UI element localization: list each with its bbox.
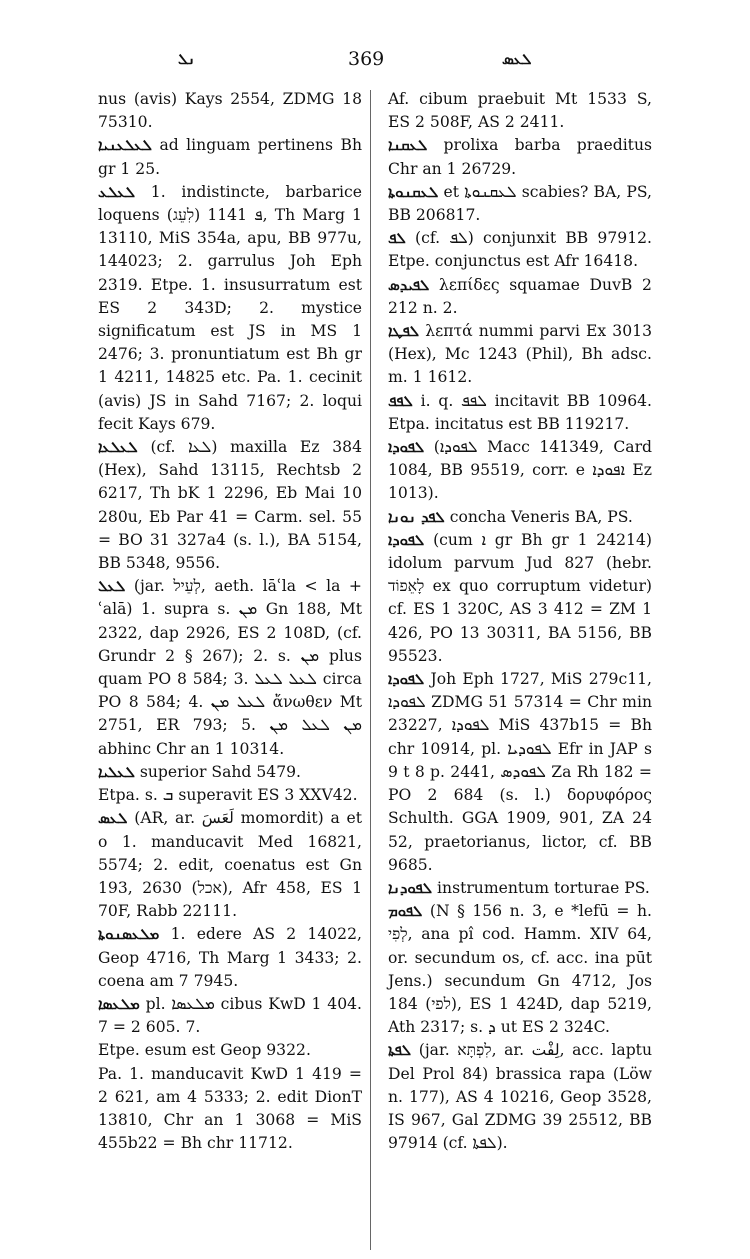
entry-text: nus (avis) Kays 2554, ZDMG 18 75310. xyxy=(98,90,362,132)
dictionary-entry xyxy=(98,88,362,134)
syriac-headword: ܠܦܦ xyxy=(388,391,413,410)
syriac-headword: ܠܥܩܢܐ xyxy=(388,136,428,155)
entry-text: λεπτά nummi parvi Ex 3013 (Hex), Mc 1243 (Phil), Bh adsc. m. 1 1612. xyxy=(388,322,652,387)
syriac-headword: ܠܥܣ xyxy=(98,809,128,828)
dictionary-entry xyxy=(98,134,362,180)
entry-text: (cum ܐ gr Bh gr 1 24214) idolum parvum Jud 827 (hebr. לָאֵפוֹד ex quo corruptum videtur) cf. ES 1 320C, AS 3 412 = ZM 1 426, PO 13 30311, BA 5156, BB 95523. xyxy=(388,530,652,665)
dictionary-entry xyxy=(98,761,362,784)
entry-text: Pa. 1. manducavit KwD 1 419 = 2 621, am 4 5333; 2. edit DionT 13810, Chr an 1 3068 = MiS 455b22 = Bh chr 11712. xyxy=(98,1064,362,1153)
entry-text: (cf. ܠܦ) conjunxit BB 97912. Etpe. conjunctus est Afr 16418. xyxy=(388,229,652,271)
entry-text: λεπίδες squamae DuvB 2 212 n. 2. xyxy=(388,275,652,317)
dictionary-entry xyxy=(98,923,362,993)
syriac-headword: ܠܦܬܐ xyxy=(388,1041,412,1060)
dictionary-entry xyxy=(388,506,652,529)
header-left-catchword: ܢܠ xyxy=(178,50,196,68)
entry-text: (jar. לְעֵיל, aeth. lāʿla < la + ʿalā) 1. supra s. ܡܢ Gn 188, Mt 2322, dap 2926, ES 2 108D, (cf. Grundr 2 § 267); 2. s. ܡܢ plus quam PO 8 584; 3. ܠܥܠ ܠܥܠ circa PO 8 584; 4. ܠܥܠ ܡܢ ἄνωθεν Mt 2751, ER 793; 5. ܡܢ ܠܥܠ ܡܢ abhinc Chr an 1 10314. xyxy=(98,577,362,758)
dictionary-entry xyxy=(98,575,362,761)
syriac-headword: ܠܦܘܕܐ xyxy=(388,438,425,457)
entry-text: 1. edere AS 2 14022, Geop 4716, Th Marg 1 3433; 2. coena am 7 7945. xyxy=(98,925,362,990)
left-column xyxy=(98,88,362,1155)
entry-text: (AR, ar. لَعَسَ momordit) a et o 1. manducavit Med 16821, 5574; 2. edit, coenatus est Gn 193, 2630 (אכל), Afr 458, ES 1 70F, Rabb 22111. xyxy=(98,809,362,921)
syriac-headword: ܠܥܠܥ xyxy=(98,182,136,201)
dictionary-entry xyxy=(388,320,652,390)
syriac-headword: ܠܦܛܐ xyxy=(388,322,420,341)
syriac-headword: ܡܠܥܣܢܘܬܐ xyxy=(98,925,160,944)
dictionary-entry xyxy=(98,784,362,807)
dictionary-entry xyxy=(388,668,652,877)
dictionary-entry xyxy=(388,227,652,273)
syriac-headword: ܠܦܘܕܐ xyxy=(388,670,425,689)
entry-text: i. q. ܠܦܦ incitavit BB 10964. Etpa. incitatus est BB 119217. xyxy=(388,391,653,433)
entry-text: Af. cibum praebuit Mt 1533 S, ES 2 508F, AS 2 2411. xyxy=(388,90,652,132)
syriac-headword: ܠܦܝܕܣ xyxy=(388,275,430,294)
dictionary-entry xyxy=(388,900,652,1039)
dictionary-entry xyxy=(98,181,362,436)
entry-text: superior Sahd 5479. xyxy=(139,762,301,781)
entry-text: (ܠܦܘܕܐ Macc 141349, Card 1084, BB 95519, corr. e ܐܦܘܕܐ Ez 1013). xyxy=(388,438,652,503)
column-divider xyxy=(370,90,371,1250)
syriac-headword: ܠܦܘܡ xyxy=(388,902,423,921)
entry-text: ad linguam pertinens Bh gr 1 25. xyxy=(98,136,362,178)
syriac-headword: ܡܠܥܣܐ xyxy=(98,994,140,1013)
syriac-headword: ܠܥܠܝܐ xyxy=(98,762,135,781)
entry-text: Joh Eph 1727, MiS 279c11, ܠܦܘܕܐ ZDMG 51 57314 = Chr min 23227, ܠܦܘܕܐ MiS 437b15 = Bh chr 10914, pl. ܠܦܘܕܝܐ Efr in JAP s 9 t 8 p. 2441, ܠܦܘܕܣ Za Rh 182 = PO 2 684 (s. l.) δορυφόρος Schulth. GGA 1909, 901, ZA 24 52, praetorianus, lictor, cf. BB 9685. xyxy=(388,670,653,874)
right-column xyxy=(388,88,652,1155)
dictionary-entry xyxy=(98,436,362,575)
dictionary-entry xyxy=(388,181,652,227)
entry-text: (cf. ܠܥܐ) maxilla Ez 384 (Hex), Sahd 13115, Rechtsb 2 6217, Th bK 1 2296, Eb Mai 10 280u, Eb Par 41 = Carm. sel. 55 = BO 31 327a4 (s. l.), BA 5154, BB 5348, 9556. xyxy=(98,438,362,573)
page-number: 369 xyxy=(348,48,385,70)
dictionary-entry xyxy=(98,1063,362,1156)
entry-text: 1. indistincte, barbarice loquens ܦ 1141 (לִעֵג), Th Marg 1 13110, MiS 354a, apu, BB 977u, 144023; 2. garrulus Joh Eph 2319. Etpe. 1. insusurratum est ES 2 343D; 2. mystice significatum est JS in MS 1 2476; 3. pronuntiatum est Bh gr 1 4211, 14825 etc. Pa. 1. cecinit (avis) JS in Sahd 7167; 2. loqui fecit Kays 679. xyxy=(98,182,362,433)
syriac-headword: ܠܥܠܥܐ xyxy=(98,438,138,457)
dictionary-entry xyxy=(388,436,652,506)
dictionary-entry xyxy=(388,134,652,180)
dictionary-entry xyxy=(388,88,652,134)
dictionary-entry xyxy=(98,993,362,1039)
dictionary-entry xyxy=(388,274,652,320)
syriac-headword: ܠܦ xyxy=(388,229,406,248)
entry-text: Etpa. s. ܒ superavit ES 3 XXV42. xyxy=(98,786,358,805)
syriac-headword: ܠܥܠܥܢܝܐ xyxy=(98,136,152,155)
dictionary-entry xyxy=(388,877,652,900)
syriac-headword: ܠܦܕ ܢܘܢܐ xyxy=(388,507,445,526)
entry-text: (N § 156 n. 3, e *lefū = h. לְפִי, ana pî cod. Hamm. XIV 64, or. secundum os, cf. acc. ina pūt Jens.) secundum Gn 4712, Jos 184 (לפי), ES 1 424D, dap 5219, Ath 2317; s. ܕ ut ES 2 324C. xyxy=(388,902,652,1037)
dictionary-entry xyxy=(388,1039,652,1155)
entry-text: pl. ܡܠܥܣܐ cibus KwD 1 404. 7 = 2 605. 7. xyxy=(98,994,362,1037)
dictionary-entry xyxy=(98,1039,362,1062)
dictionary-entry xyxy=(388,390,652,436)
header-right-catchword: ܠܥܣ xyxy=(502,50,532,68)
dictionary-entry xyxy=(388,529,652,668)
dictionary-entry xyxy=(98,807,362,923)
syriac-headword: ܠܥܩܢܘܬܐ xyxy=(388,182,439,201)
entry-text: et ܠܥܩܢܘܬܐ scabies? BA, PS, BB 206817. xyxy=(388,182,652,225)
syriac-headword: ܠܦܘܕܢܐ xyxy=(388,878,433,897)
entry-text: instrumentum torturae PS. xyxy=(437,878,650,897)
page-header xyxy=(0,48,750,78)
syriac-headword: ܠܦܘܕܐ xyxy=(388,530,425,549)
entry-text: Etpe. esum est Geop 9322. xyxy=(98,1041,311,1060)
entry-text: concha Veneris BA, PS. xyxy=(449,507,633,526)
syriac-headword: ܠܥܠ xyxy=(98,577,126,596)
entry-text: prolixa barba praeditus Chr an 1 26729. xyxy=(388,136,652,178)
entry-text: (jar. לִפְתָּא, ar. لِفْت, acc. laptu Del Prol 84) brassica rapa (Löw n. 177), AS 4 10216, Geop 3528, IS 967, Gal ZDMG 39 25512, BB 97914 (cf. ܠܦܬܐ). xyxy=(388,1041,652,1153)
